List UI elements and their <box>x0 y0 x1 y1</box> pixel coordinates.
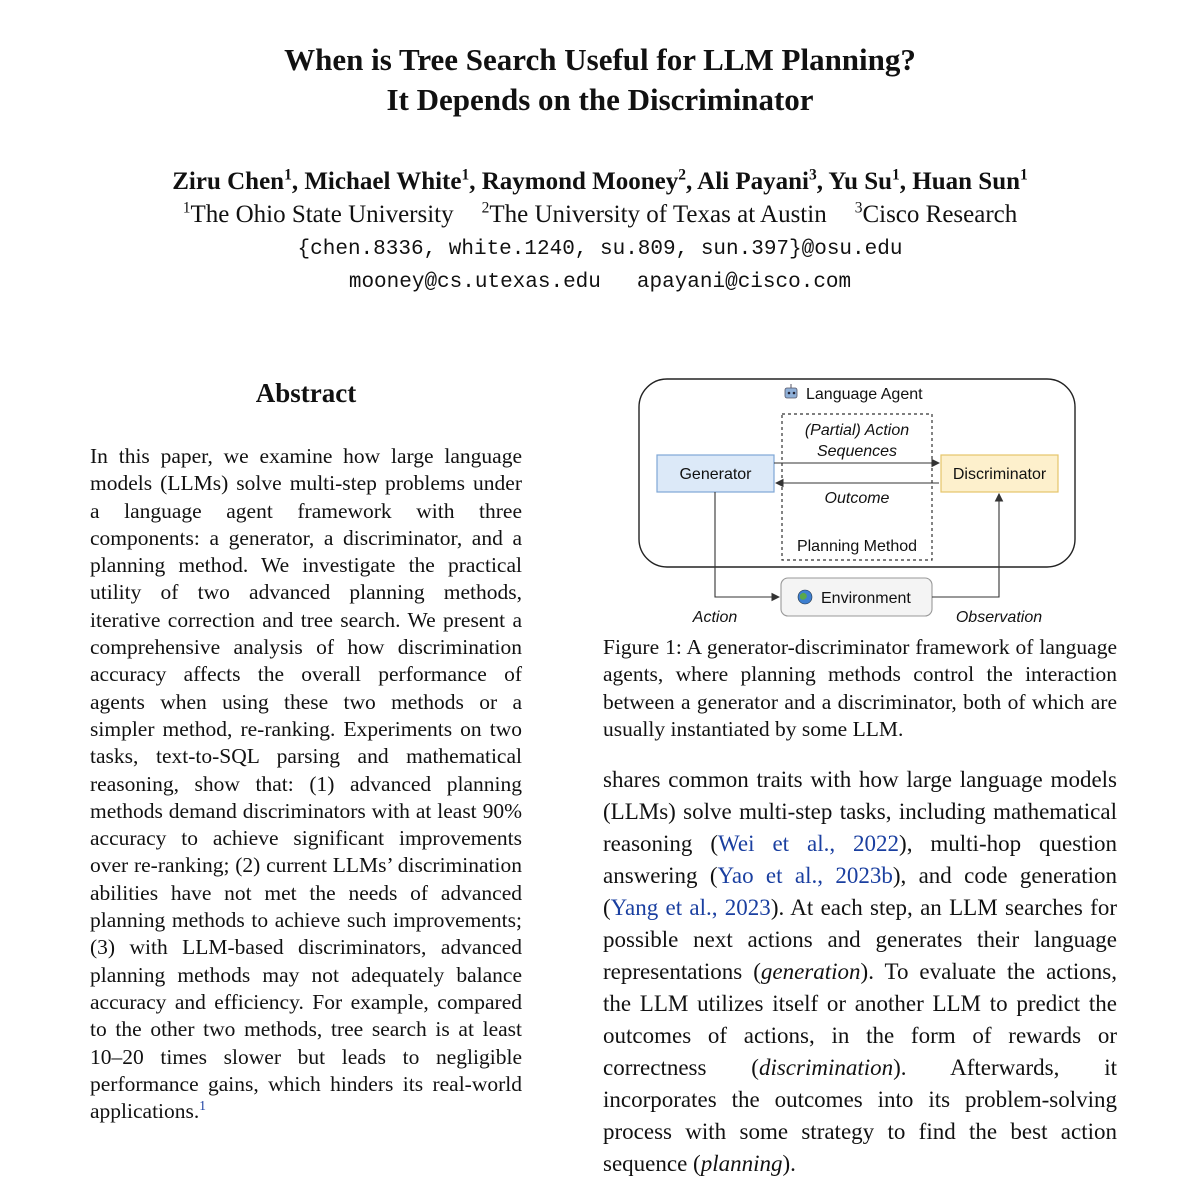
abstract-heading: Abstract <box>255 378 357 408</box>
observation-label: Observation <box>955 609 1043 626</box>
author: Ali Payani$^3$ <box>697 166 817 195</box>
text: ). <box>782 1151 796 1176</box>
email-line-1: {chen.8336, white.1240, su.809, sun.397}@osu.edu <box>297 238 903 261</box>
abstract-body: In this paper, we examine how large language models (LLMs) solve multi-step problems under a language agent framework with three components: a generator, a discriminator, and a planning method. We investigate the practical utility of two advanced planning methods, iterative correction and tree search. We present a comprehensive analysis of how discrimination accuracy affects the overall performance of agents when using these two methods or a simpler method, re-ranking. Experiments on two tasks, text-to-SQL parsing and mathematical reasoning, show that: (1) advanced planning methods demand discriminators with at least 90% accuracy to achieve significant improvements over re-ranking; (2) current LLMs’ discrimination abilities have not met the needs of advanced planning methods to achieve such improvements; (3) with LLM-based discriminators, advanced planning methods may not adequately balance accuracy and efficiency. For example, compared to the other two methods, tree search is at least 10–20 times slower but leads to negligible performance gains, which hinders its real-world applications. <box>90 444 522 1124</box>
outcome-label: Outcome <box>824 490 890 507</box>
figure-1-diagram <box>600 372 1100 634</box>
text: ). At each step, an LLM searches for possible next actions and generates their language representations ( <box>603 895 1117 984</box>
author: Huan Sun$^1$ <box>912 166 1028 195</box>
abstract-text <box>90 443 522 1125</box>
title-line-2: It Depends on the Discriminator <box>386 82 814 117</box>
author: Michael White$^1$ <box>304 166 470 195</box>
author: Raymond Mooney$^2$ <box>481 166 687 195</box>
author: Yu Su$^1$ <box>828 166 900 195</box>
title-line-1: When is Tree Search Useful for LLM Planning? <box>284 42 916 77</box>
action-arrow <box>715 492 779 597</box>
email-mooney: mooney@cs.utexas.edu <box>348 271 601 294</box>
affiliations <box>0 199 1200 231</box>
term-planning: planning <box>700 1151 783 1176</box>
action-sequences-label-2: Sequences <box>816 443 898 460</box>
body-paragraph <box>603 764 1117 1180</box>
language-agent-label: Language Agent <box>806 386 923 403</box>
email-payani: apayani@cisco.com <box>636 271 852 294</box>
affiliation: $^1$The Ohio State University <box>182 199 454 228</box>
discriminator-label: Discriminator <box>952 466 1047 483</box>
citation-link[interactable]: Yao et al., 2023b <box>717 863 893 888</box>
affiliation: $^2$The University of Texas at Austin <box>481 199 827 228</box>
affiliation: $^3$Cisco Research <box>854 199 1018 228</box>
text: ), and code generation ( <box>603 863 1117 920</box>
text: ). To evaluate the actions, the LLM utilizes itself or another LLM to predict the outcomes of actions, in the form of rewards or correctness ( <box>603 959 1117 1080</box>
robot-icon <box>785 384 797 398</box>
action-sequences-label-1: (Partial) Action <box>804 422 910 439</box>
observation-arrow <box>932 494 999 597</box>
citation-link[interactable]: Yang et al., 2023 <box>610 895 771 920</box>
footnote-link[interactable]: 1 <box>199 1097 206 1113</box>
globe-icon <box>798 590 812 604</box>
paper-title <box>0 40 1200 120</box>
generator-label: Generator <box>679 466 752 483</box>
emails <box>0 233 1200 299</box>
text: shares common traits with how large language models (LLMs) solve multi-step tasks, including mathematical reasoning ( <box>603 767 1117 856</box>
figure-caption: Figure 1: A generator-discriminator framework of language agents, where planning methods control the interaction between a generator and a discriminator, both of which are usually instantiated by some LLM. <box>603 635 1117 741</box>
author-list: Ziru Chen$^1$, Michael White$^1$, Raymond Mooney$^2$, Ali Payani$^3$, Yu Su$^1$, Huan Sun$^1$ <box>172 166 1028 195</box>
term-discrimination: discrimination <box>758 1055 894 1080</box>
text: ), multi-hop question answering ( <box>603 831 1117 888</box>
citation-link[interactable]: Wei et al., 2022 <box>718 831 900 856</box>
text: ). Afterwards, it incorporates the outcomes into its problem-solving process with some strategy to find the best action sequence ( <box>603 1055 1117 1176</box>
action-label: Action <box>692 609 738 626</box>
author: Ziru Chen$^1$ <box>172 166 292 195</box>
planning-method-label: Planning Method <box>796 538 918 555</box>
term-generation: generation <box>760 959 861 984</box>
environment-label: Environment <box>821 590 911 607</box>
